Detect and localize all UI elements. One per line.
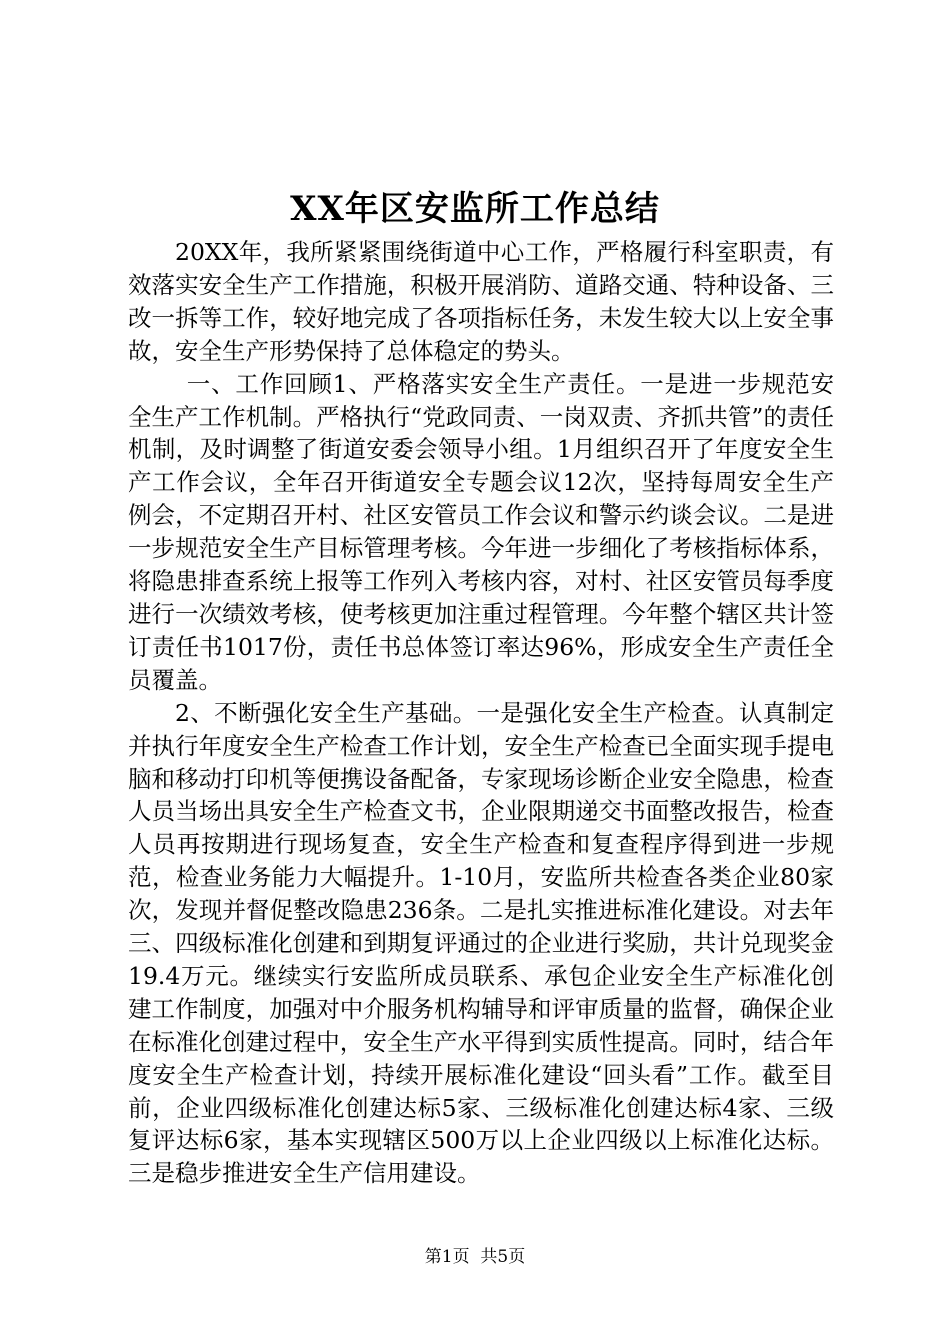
document-body (128, 236, 834, 1190)
paragraph-intro: 20XX年，我所紧紧围绕街道中心工作，严格履行科室职责，有效落实安全生产工作措施，积极开展消防、道路交通、特种设备、三改一拆等工作，较好地完成了各项指标任务，未发生较大以上安全事故，安全生产形势保持了总体稳定的势头。 (128, 238, 834, 365)
paragraph-safety-foundation: 2、不断强化安全生产基础。一是强化安全生产检查。认真制定并执行年度安全生产检查工作计划，安全生产检查已全面实现手提电脑和移动打印机等便携设备配备，专家现场诊断企业安全隐患，检查人员当场出具安全生产检查文书，企业限期递交书面整改报告，检查人员再按期进行现场复查，安全生产检查和复查程序得到进一步规范，检查业务能力大幅提升。1-10月，安监所共检查各类企业80家次，发现并督促整改隐患236条。二是扎实推进标准化建设。对去年三、四级标准化创建和到期复评通过的企业进行奖励，共计兑现奖金19.4万元。继续实行安监所成员联系、承包企业安全生产标准化创建工作制度，加强对中介服务机构辅导和评审质量的监督，确保企业在标准化创建过程中，安全生产水平得到实质性提高。同时，结合年度安全生产检查计划，持续开展标准化建设“回头看”工作。截至目前，企业四级标准化创建达标5家、三级标准化创建达标4家、三级复评达标6家，基本实现辖区500万以上企业四级以上标准化达标。三是稳步推进安全生产信用建设。 (128, 698, 834, 1188)
paragraph-work-review: 一、工作回顾1、严格落实安全生产责任。一是进一步规范安全生产工作机制。严格执行“党政同责、一岗双责、齐抓共管”的责任机制，及时调整了街道安委会领导小组。1月组织召开了年度安全生产工作会议，全年召开街道安全专题会议12次，坚持每周安全生产例会，不定期召开村、社区安管员工作会议和警示约谈会议。二是进一步规范安全生产目标管理考核。今年进一步细化了考核指标体系，将隐患排查系统上报等工作列入考核内容，对村、社区安管员每季度进行一次绩效考核，使考核更加注重过程管理。今年整个辖区共计签订责任书1017份，责任书总体签订率达96%，形成安全生产责任全员覆盖。 (128, 369, 834, 694)
document-title: XX年区安监所工作总结 (290, 189, 660, 229)
page-number-label: 第1页 共5页 (424, 1247, 526, 1267)
page-footer (0, 1245, 950, 1269)
